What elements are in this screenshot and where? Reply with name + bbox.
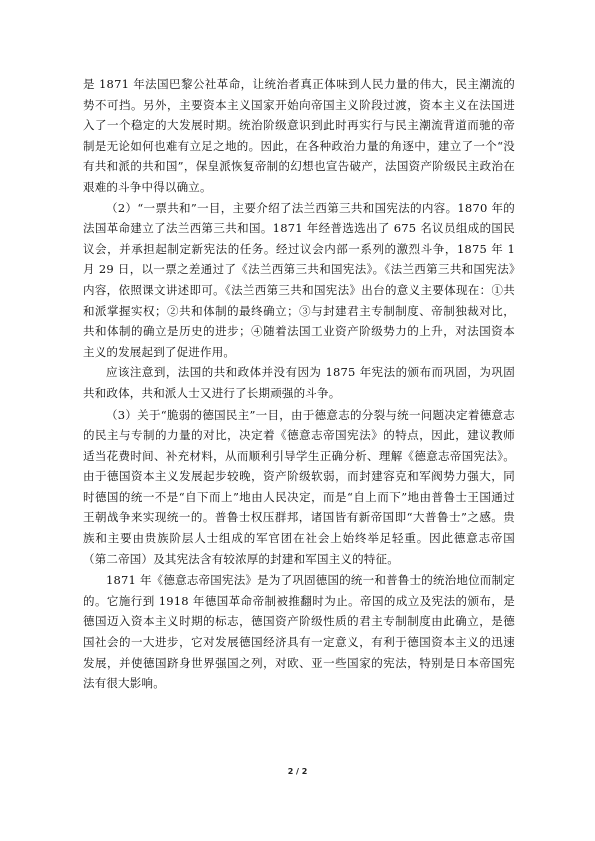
paragraph-german-democracy: （3）关于“脆弱的德国民主”一目，由于德意志的分裂与统一问题决定着德意志的民主与专制的力量的对比，决定着《德意志帝国宪法》的特点，因此，建议教师适当花费时间、补充材料，从而顺利引导学生正确分析、理解《德意志帝国宪法》。由于德国资本主义发展起步较晚，资产阶级软弱，而封建容克和军阀势力强大，同时德国的统一不是“自下而上”地由人民决定，而是“自上而下”地由普鲁士王国通过王朝战争来实现统一的。普鲁士权压群邦，诸国皆有新帝国即“大普鲁士”之感。贵族和主要由贵族阶层人士组成的军官团在社会上始终举足轻重。因此德意志帝国（第二帝国）及其宪法含有较浓厚的封建和军国主义的特征。 <box>83 407 515 566</box>
paragraph-paris-commune: 是 1871 年法国巴黎公社革命，让统治者真正体味到人民力量的伟大，民主潮流的势不可挡。另外，主要资本主义国家开始向帝国主义阶段过渡，资本主义在法国进入了一个稳定的大发展时期。统治阶级意识到此时再实行与民主潮流背道而驰的帝制是无论如何也难有立足之地的。因此，在各种政治力量的角逐中，建立了一个“没有共和派的共和国”，保皇派恢复帝制的幻想也宣告破产，法国资产阶级民主政治在艰难的斗争中得以确立。 <box>83 77 515 194</box>
page-number: 2 / 2 <box>287 767 308 776</box>
paragraph-one-vote-republic: （2）“一票共和”一目，主要介绍了法兰西第三共和国宪法的内容。1870 年的法国革命建立了法兰西第三共和国。1871 年经普选选出了 675 名议员组成的国民议会，并承担起制定新宪法的任务。经过议会内部一系列的激烈斗争，1875 年 1 月 29 日，以一票之差通过了《法兰西第三共和国宪法》。《法兰西第三共和国宪法》内容，依照课文讲述即可。《法兰西第三共和国宪法》出台的意义主要体现在：①共和派掌握实权；②共和体制的最终确立；③与封建君主专制制度、帝制独裁对比，共和体制的确立是历史的进步；④随着法国工业资产阶级势力的上升，对法国资本主义的发展起到了促进作用。 <box>83 200 515 359</box>
document-body <box>83 74 515 694</box>
paragraph-german-constitution: 1871 年《德意志帝国宪法》是为了巩固德国的统一和普鲁士的统治地位而制定的。它施行到 1918 年德国革命帝制被推翻时为止。帝国的成立及宪法的颁布，是德国迈入资本主义时期的标志，德国资产阶级性质的君主专制制度由此确立，是德国社会的一大进步，它对发展德国经济具有一定意义，有利于德国资本主义的迅速发展，并使德国跻身世界强国之列，对欧、亚一些国家的宪法，特别是日本帝国宪法有很大影响。 <box>83 573 515 691</box>
paragraph-republic-note: 应该注意到，法国的共和政体并没有因为 1875 年宪法的颁布而巩固，为巩固共和政体，共和派人士又进行了长期顽强的斗争。 <box>83 365 515 400</box>
